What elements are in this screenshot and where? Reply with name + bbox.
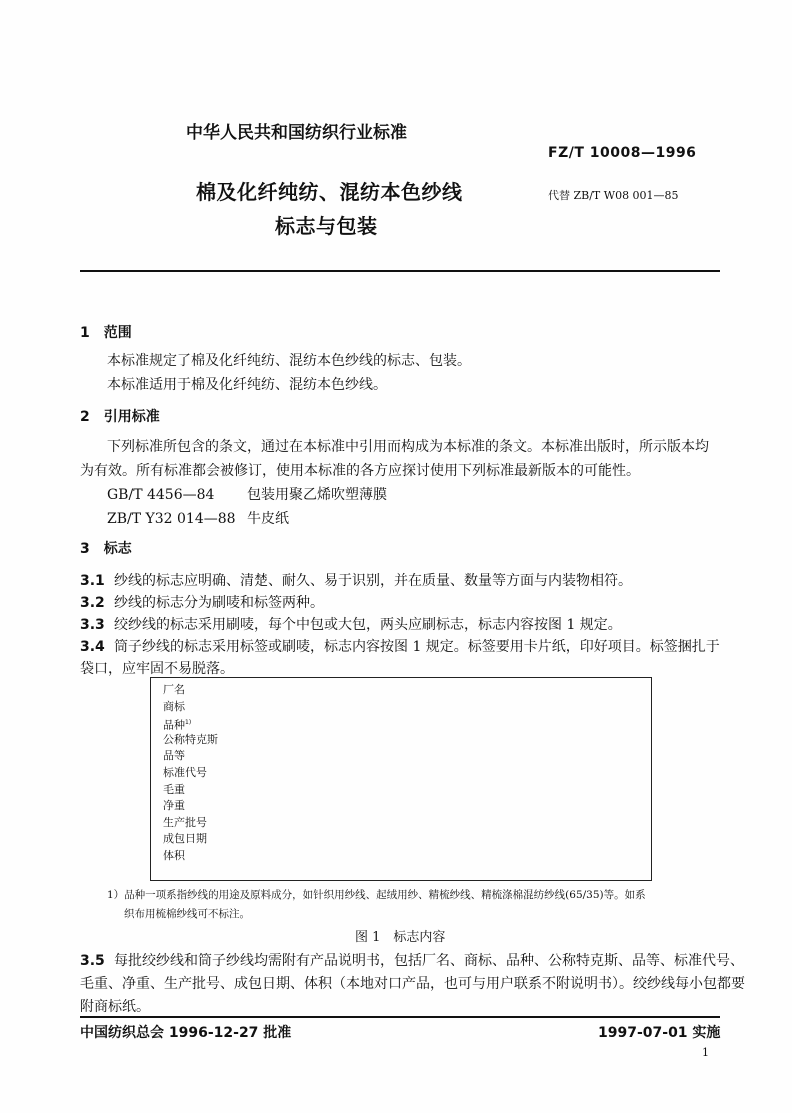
clause-3-5-line1 <box>80 950 744 970</box>
section-1-heading: 1 范围 <box>80 325 132 341</box>
clause-3-2-number: 3.2 <box>80 595 105 611</box>
reference-1-name: 包装用聚乙烯吹塑薄膜 <box>247 487 387 503</box>
label-item-variety-text: 品种 <box>163 718 185 732</box>
clause-3-3-number: 3.3 <box>80 617 105 633</box>
reference-1 <box>107 484 387 504</box>
section-2-paragraph-line1: 下列标准所包含的条文，通过在本标准中引用而构成为本标准的条文。本标准出版时，所示版本均 <box>107 439 709 455</box>
clause-3-5-number: 3.5 <box>80 953 105 969</box>
label-item-standard-code: 标准代号 <box>163 765 207 779</box>
label-item-factory-name: 厂名 <box>163 683 185 696</box>
clause-3-1-number: 3.1 <box>80 573 105 589</box>
standard-category: 中华人民共和国纺织行业标准 <box>186 123 407 143</box>
document-title-line1: 棉及化纤纯纺、混纺本色纱线 <box>196 180 463 204</box>
section-1-paragraph-2: 本标准适用于棉及化纤纯纺、混纺本色纱线。 <box>107 377 387 393</box>
clause-3-3-text: 绞纱线的标志采用刷唛，每个中包或大包，两头应刷标志，标志内容按图 1 规定。 <box>114 617 622 633</box>
label-item-trademark: 商标 <box>163 699 185 713</box>
clause-3-5-line3: 附商标纸。 <box>80 999 150 1015</box>
label-item-batch-number: 生产批号 <box>163 815 207 829</box>
reference-1-code: GB/T 4456—84 <box>107 487 215 503</box>
page-number: 1 <box>702 1046 709 1059</box>
footer-divider <box>80 1016 720 1018</box>
clause-3-2 <box>80 592 324 612</box>
clause-3-4-line1 <box>80 636 720 656</box>
label-item-nominal-tex: 公称特克斯 <box>163 732 218 746</box>
section-2-paragraph-line2: 为有效。所有标准都会被修订，使用本标准的各方应探讨使用下列标准最新版本的可能性。 <box>80 463 640 479</box>
section-1-paragraph-1: 本标准规定了棉及化纤纯纺、混纺本色纱线的标志、包装。 <box>107 353 471 369</box>
figure-1-note-line2: 织布用梳棉纱线可不标注。 <box>124 908 250 920</box>
replaces-standard: 代替 ZB/T W08 001—85 <box>548 189 679 202</box>
clause-3-1-text: 纱线的标志应明确、清楚、耐久、易于识别，并在质量、数量等方面与内装物相符。 <box>114 573 632 589</box>
label-contents-list <box>163 682 218 865</box>
label-contents-box <box>150 677 652 881</box>
figure-1-note-line1: 1）品种一项系指纱线的用途及原料成分，如针织用纱线、起绒用纱、精梳纱线、精梳涤棉混纺纱线(65/35)等。如系 <box>107 889 646 901</box>
clause-3-4-text: 筒子纱线的标志采用标签或刷唛，标志内容按图 1 规定。标签要用卡片纸，印好项目。标签捆扎于 <box>114 639 720 655</box>
label-item-variety <box>163 715 218 732</box>
label-item-grade: 品等 <box>163 749 185 763</box>
clause-3-5-text: 每批绞纱线和筒子纱线均需附有产品说明书，包括厂名、商标、品种、公称特克斯、品等、标准代号、 <box>114 953 744 969</box>
clause-3-2-text: 纱线的标志分为刷唛和标签两种。 <box>114 595 324 611</box>
document-title-line2: 标志与包装 <box>275 214 378 238</box>
effective-date: 1997-07-01 实施 <box>598 1025 721 1041</box>
label-item-volume: 体积 <box>163 848 185 862</box>
clause-3-5-line2: 毛重、净重、生产批号、成包日期、体积（本地对口产品，也可与用户联系不附说明书）。绞纱线每小包都要 <box>80 976 745 992</box>
clause-3-4-line2: 袋口，应牢固不易脱落。 <box>80 661 234 677</box>
clause-3-1 <box>80 570 632 590</box>
standard-number: FZ/T 10008—1996 <box>548 145 697 161</box>
approval-info: 中国纺织总会 1996-12-27 批准 <box>80 1025 292 1041</box>
header-divider <box>80 270 720 272</box>
label-item-packing-date: 成包日期 <box>163 832 207 846</box>
label-item-net-weight: 净重 <box>163 799 185 813</box>
section-2-heading: 2 引用标准 <box>80 409 160 425</box>
clause-3-4-number: 3.4 <box>80 639 105 655</box>
reference-2 <box>107 508 289 528</box>
section-3-heading: 3 标志 <box>80 541 132 557</box>
reference-2-code: ZB/T Y32 014—88 <box>107 511 236 527</box>
label-item-variety-footnote-mark: 1) <box>185 719 192 727</box>
label-item-gross-weight: 毛重 <box>163 782 185 796</box>
clause-3-3 <box>80 614 622 634</box>
reference-2-name: 牛皮纸 <box>247 511 289 527</box>
figure-1-caption: 图 1 标志内容 <box>355 930 446 945</box>
